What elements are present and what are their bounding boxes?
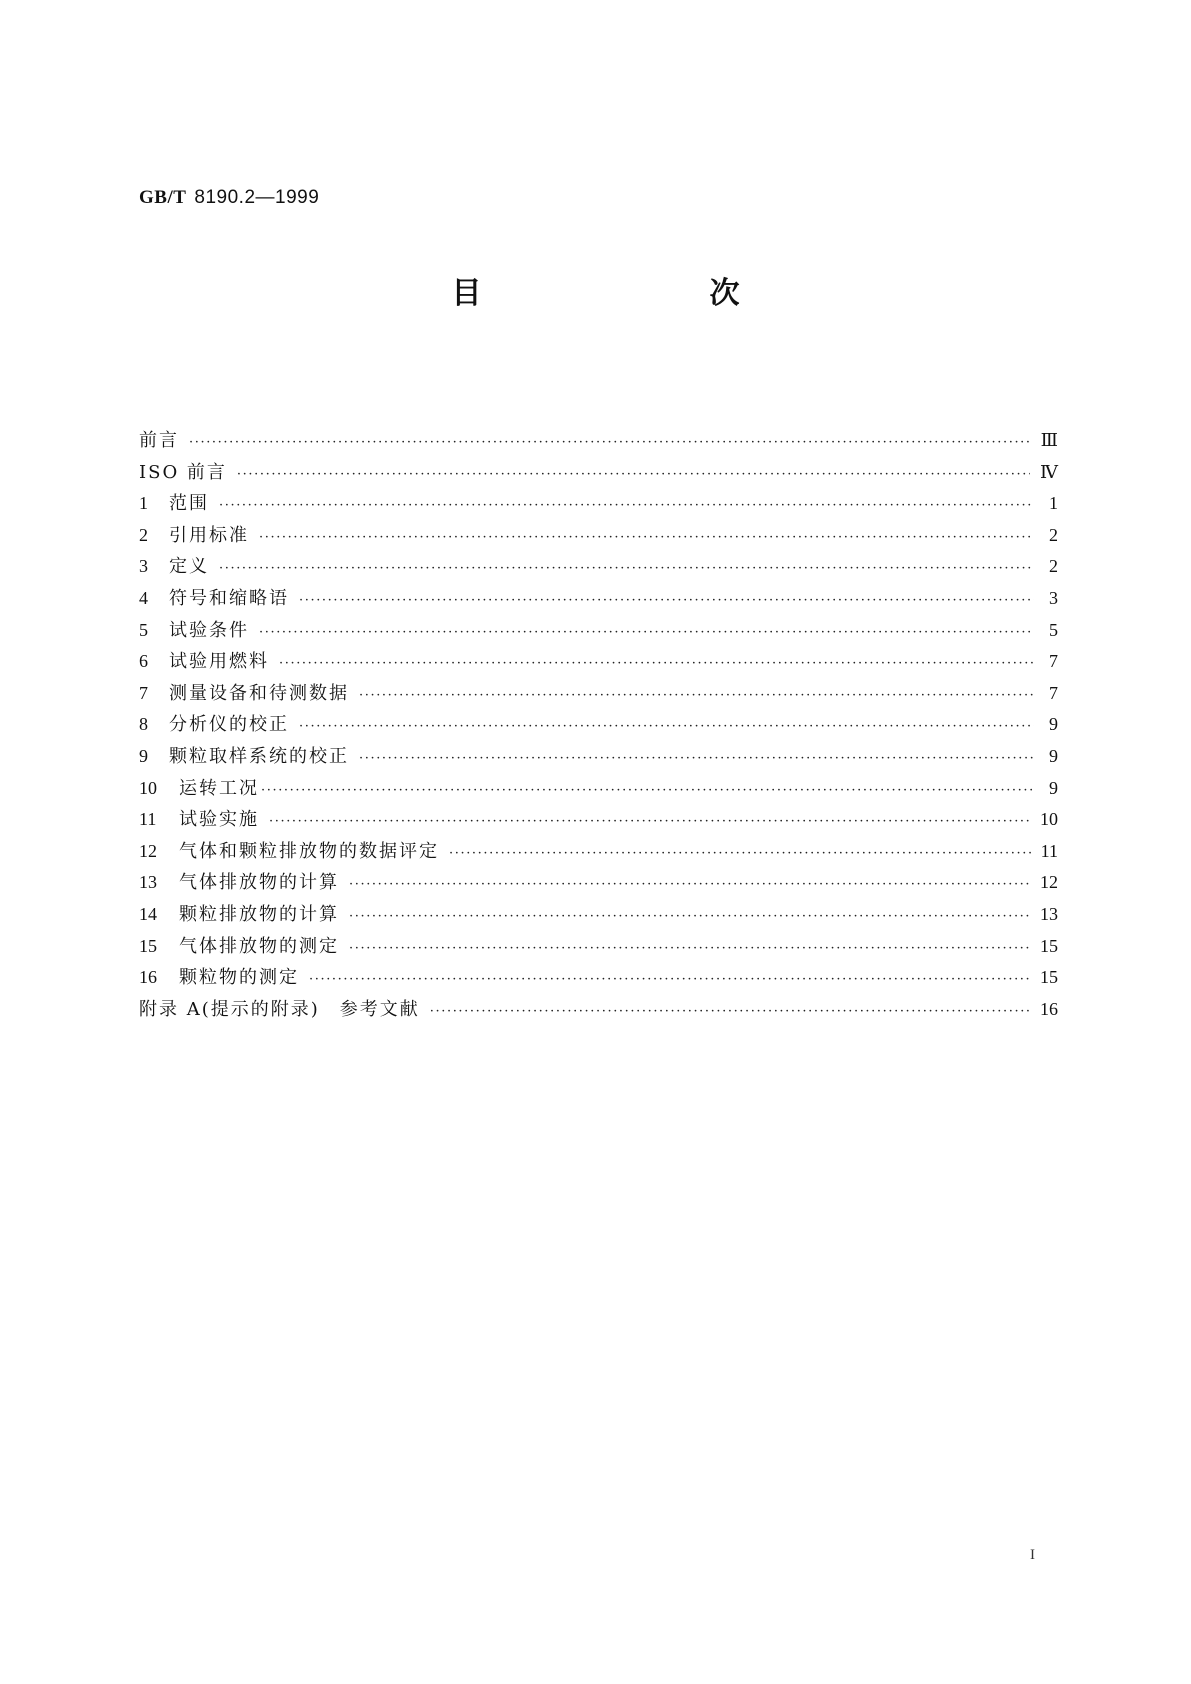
toc-entry-page: 7 xyxy=(1049,651,1058,672)
toc-entry-page: 5 xyxy=(1049,619,1058,640)
dot-leader xyxy=(309,964,1030,996)
toc-entry-page: Ⅳ xyxy=(1040,461,1058,482)
toc-entry[interactable] xyxy=(139,741,1058,773)
toc-entry-page: 10 xyxy=(1040,809,1058,830)
dot-leader xyxy=(359,743,1034,775)
page-number: I xyxy=(1030,1547,1035,1563)
toc-entry-label: 范围 xyxy=(169,493,209,515)
toc-entry-label: 颗粒排放物的计算 xyxy=(179,903,339,925)
toc-entry-label: 颗粒物的测定 xyxy=(179,967,299,989)
toc-entry-label: 符号和缩略语 xyxy=(169,587,289,609)
toc-entry-page: 15 xyxy=(1040,935,1058,956)
toc-entry[interactable] xyxy=(139,583,1058,615)
toc-entry-label: 运转工况 xyxy=(179,777,259,799)
toc-entry-page: 9 xyxy=(1049,777,1058,798)
toc-entry-number: 4 xyxy=(139,587,148,608)
toc-entry-label: 试验用燃料 xyxy=(169,651,269,673)
toc-entry-page: 2 xyxy=(1049,524,1058,545)
toc-entry-number: 10 xyxy=(139,777,157,798)
toc-entry-page: 7 xyxy=(1049,682,1058,703)
toc-entry-page: 15 xyxy=(1040,967,1058,988)
toc-entry-number: 11 xyxy=(139,809,157,830)
toc-entry-page: 2 xyxy=(1049,556,1058,577)
dot-leader xyxy=(279,648,1034,680)
toc-entry-label: ISO 前言 xyxy=(139,461,227,483)
toc-entry-label: 测量设备和待测数据 xyxy=(169,682,349,704)
toc-entry[interactable] xyxy=(139,709,1058,741)
document-code-prefix: GB/T xyxy=(139,187,187,208)
dot-leader xyxy=(219,553,1034,585)
toc-entry-page: 1 xyxy=(1049,493,1058,514)
toc-entry-number: 15 xyxy=(139,935,157,956)
toc-entry[interactable] xyxy=(139,425,1058,457)
dot-leader xyxy=(299,585,1034,617)
toc-entry[interactable] xyxy=(139,804,1058,836)
dot-leader xyxy=(449,838,1031,870)
toc-entry[interactable] xyxy=(139,457,1058,489)
toc-entry-label: 前言 xyxy=(139,430,179,451)
toc-entry[interactable] xyxy=(139,931,1058,963)
toc-entry-number: 16 xyxy=(139,967,157,988)
toc-entry-number: 2 xyxy=(139,524,148,545)
toc-entry-page: 9 xyxy=(1049,714,1058,735)
toc-entry-page: 9 xyxy=(1049,745,1058,766)
page-title: 目 次 xyxy=(451,276,796,311)
toc-entry[interactable] xyxy=(139,615,1058,647)
toc-entry-page: 3 xyxy=(1049,587,1058,608)
toc-entry-page: Ⅲ xyxy=(1040,430,1058,450)
dot-leader xyxy=(237,459,1030,491)
toc-entry-number: 1 xyxy=(139,493,148,514)
toc-entry-label: 颗粒取样系统的校正 xyxy=(169,745,349,767)
dot-leader xyxy=(349,933,1030,965)
toc-entry-number: 9 xyxy=(139,745,148,766)
dot-leader xyxy=(349,901,1030,933)
dot-leader xyxy=(189,427,1031,459)
document-code-number: 8190.2—1999 xyxy=(194,187,320,208)
toc-entry-label: 试验实施 xyxy=(179,809,259,831)
toc-entry[interactable] xyxy=(139,962,1058,994)
dot-leader xyxy=(430,996,1030,1028)
toc-entry-number: 14 xyxy=(139,903,157,924)
dot-leader xyxy=(299,711,1034,743)
toc-entry-number: 12 xyxy=(139,840,157,861)
table-of-contents xyxy=(139,425,1058,1025)
toc-entry[interactable] xyxy=(139,488,1058,520)
toc-entry-number: 13 xyxy=(139,872,157,893)
dot-leader xyxy=(261,775,1034,807)
toc-entry[interactable] xyxy=(139,551,1058,583)
dot-leader xyxy=(269,806,1030,838)
toc-entry-label: 附录 A(提示的附录) 参考文献 xyxy=(139,998,420,1020)
toc-entry-label: 气体和颗粒排放物的数据评定 xyxy=(179,840,439,862)
toc-entry-number: 5 xyxy=(139,619,148,640)
toc-entry[interactable] xyxy=(139,646,1058,678)
toc-entry-number: 7 xyxy=(139,682,148,703)
toc-entry-label: 试验条件 xyxy=(169,619,249,641)
document-code xyxy=(139,188,319,207)
toc-entry-page: 11 xyxy=(1040,840,1058,861)
toc-entry-label: 气体排放物的计算 xyxy=(179,872,339,894)
toc-entry[interactable] xyxy=(139,899,1058,931)
dot-leader xyxy=(349,869,1030,901)
dot-leader xyxy=(219,490,1034,522)
toc-entry-page: 12 xyxy=(1040,872,1058,893)
toc-entry[interactable] xyxy=(139,678,1058,710)
toc-entry[interactable] xyxy=(139,867,1058,899)
toc-entry-label: 引用标准 xyxy=(169,524,249,546)
dot-leader xyxy=(259,522,1034,554)
toc-entry[interactable] xyxy=(139,773,1058,805)
toc-entry-number: 6 xyxy=(139,651,148,672)
toc-entry-number: 3 xyxy=(139,556,148,577)
toc-entry[interactable] xyxy=(139,836,1058,868)
dot-leader xyxy=(359,680,1034,712)
toc-entry-page: 16 xyxy=(1040,998,1058,1019)
toc-entry[interactable] xyxy=(139,520,1058,552)
toc-entry[interactable] xyxy=(139,994,1058,1026)
toc-entry-label: 定义 xyxy=(169,556,209,578)
toc-entry-page: 13 xyxy=(1040,903,1058,924)
dot-leader xyxy=(259,617,1034,649)
toc-entry-number: 8 xyxy=(139,714,148,735)
toc-entry-label: 分析仪的校正 xyxy=(169,714,289,736)
toc-entry-label: 气体排放物的测定 xyxy=(179,935,339,957)
